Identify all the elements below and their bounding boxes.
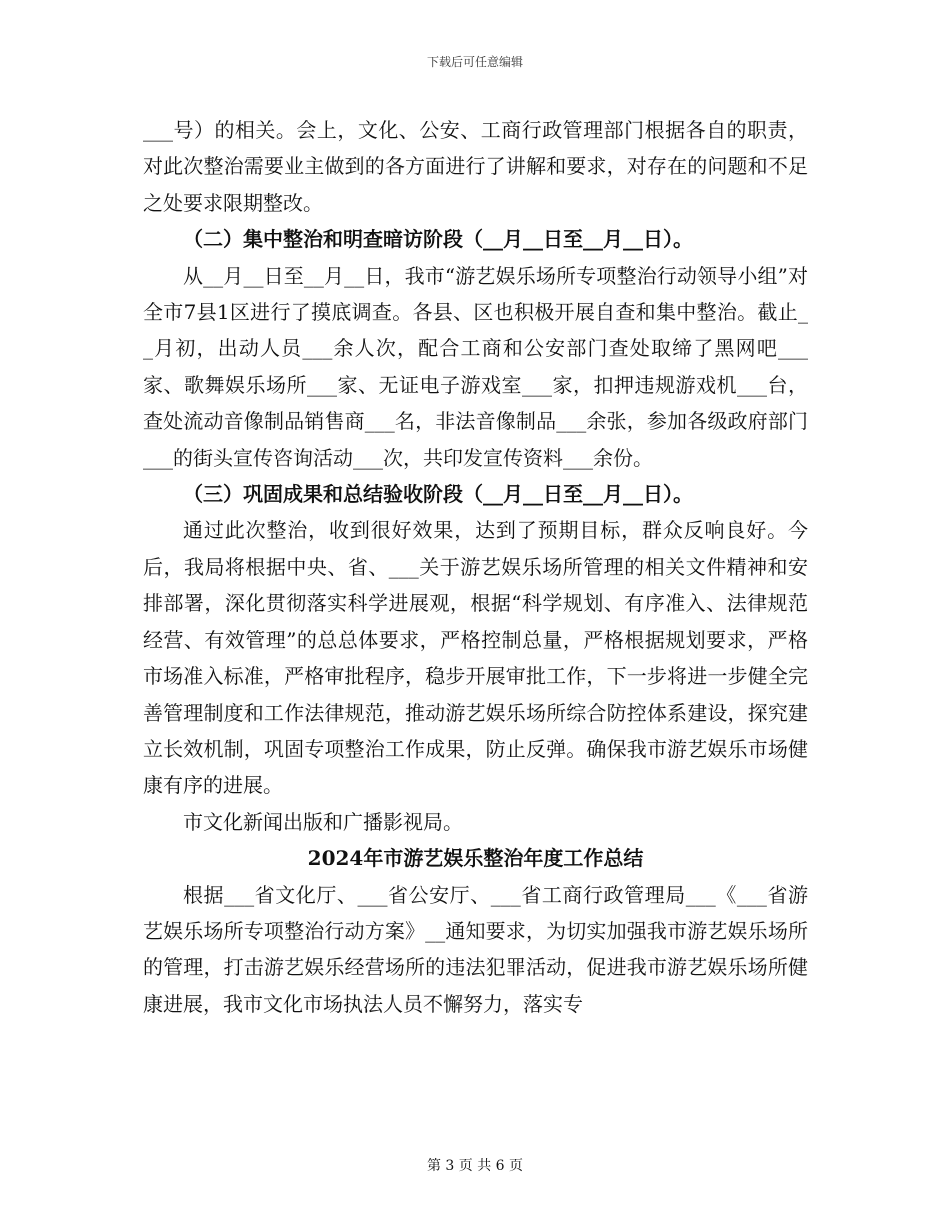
document-body xyxy=(143,112,808,1022)
page-header-note: 下载后可任意编辑 xyxy=(426,55,523,69)
section-heading-2: （二）集中整治和明查暗访阶段（__月__日至__月__日）。 xyxy=(183,227,693,252)
paragraph-continued: ___号）的相关。会上，文化、公安、工商行政管理部门根据各自的职责，对此次整治需要业主做到的各方面进行了讲解和要求，对存在的问题和不足之处要求限期整改。 xyxy=(143,118,808,215)
paragraph-section-2: 从__月__日至__月__日，我市“游艺娱乐场所专项整治行动领导小组”对全市7县1区进行了摸底调查。各县、区也积极开展自查和集中整治。截止__月初，出动人员___余人次，配合工商和公安部门查处取缔了黑网吧___家、歌舞娱乐场所___家、无证电子游戏室___家，扣押违规游戏机___台，查处流动音像制品销售商___名，非法音像制品___余张，参加各级政府部门___的街头宣传咨询活动___次，共印发宣传资料___余份。 xyxy=(143,263,808,470)
page-number: 第 3 页 共 6 页 xyxy=(426,1158,524,1174)
paragraph-section-3: 通过此次整治，收到很好效果，达到了预期目标，群众反响良好。今后，我局将根据中央、省、___关于游艺娱乐场所管理的相关文件精神和安排部署，深化贯彻落实科学进展观，根据“科学规划、有序准入、法律规范经营、有效管理”的总总体要求，严格控制总量，严格根据规划要求，严格市场准入标准，严格审批程序，稳步开展审批工作，下一步将进一步健全完善管理制度和工作法律规范，推动游艺娱乐场所综合防控体系建设，探究建立长效机制，巩固专项整治工作成果，防止反弹。确保我市游艺娱乐市场健康有序的进展。 xyxy=(143,518,808,798)
paragraph-signature: 市文化新闻出版和广播影视局。 xyxy=(183,809,463,834)
paragraph-intro: 根据___省文化厅、___省公安厅、___省工商行政管理局___《___省游艺娱乐场所专项整治行动方案》__通知要求，为切实加强我市游艺娱乐场所的管理，打击游艺娱乐经营场所的违法犯罪活动，促进我市游艺娱乐场所健康进展，我市文化市场执法人员不懈努力，落实专 xyxy=(143,882,808,1016)
document-title: 2024年市游艺娱乐整治年度工作总结 xyxy=(307,846,644,871)
section-heading-3: （三）巩固成果和总结验收阶段（__月__日至__月__日）。 xyxy=(183,482,693,507)
